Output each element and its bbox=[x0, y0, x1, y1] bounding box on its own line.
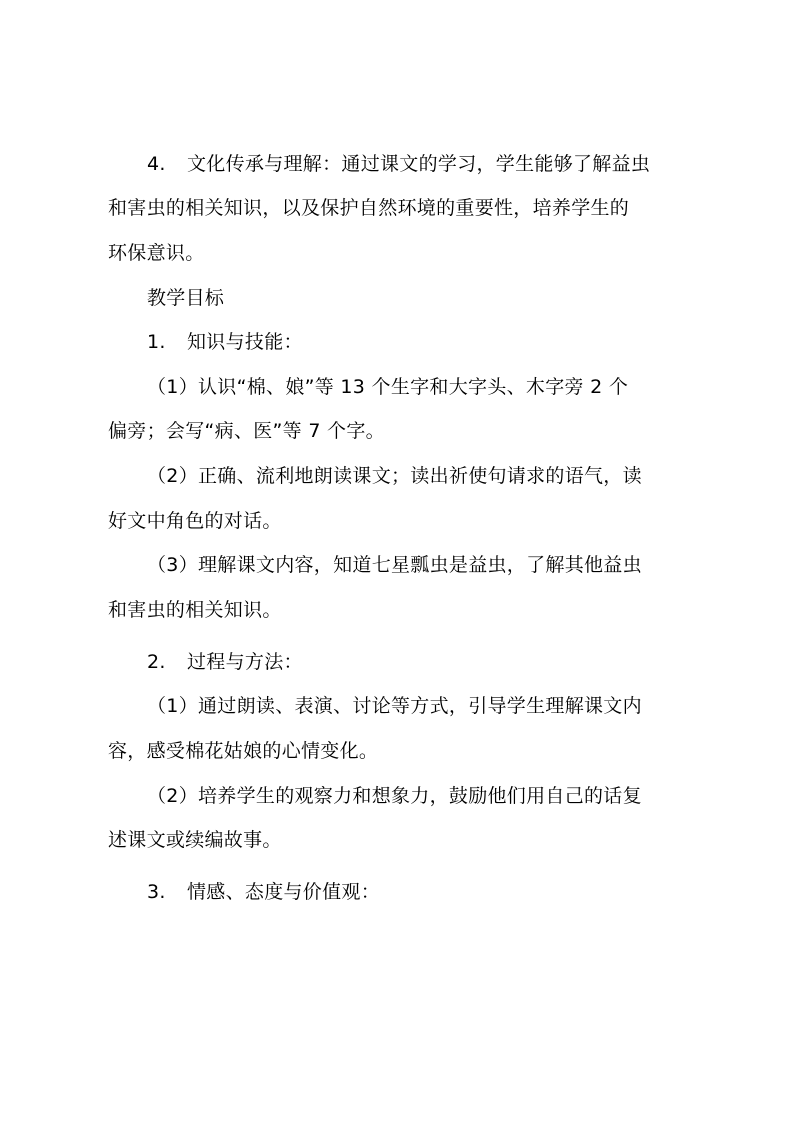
line-text: 好文中角色的对话。 bbox=[108, 510, 282, 532]
list-number: 2. bbox=[147, 651, 166, 673]
sub-item-line bbox=[147, 694, 642, 718]
line-text: 容，感受棉花姑娘的心情变化。 bbox=[108, 740, 379, 762]
line-text: 知识与技能： bbox=[187, 331, 303, 353]
paragraph-line bbox=[108, 196, 629, 220]
line-text: 和害虫的相关知识。 bbox=[108, 599, 282, 621]
line-text: 文化传承与理解：通过课文的学习，学生能够了解益虫 bbox=[187, 153, 651, 175]
heading-text: 教学目标 bbox=[147, 287, 225, 309]
section-heading bbox=[147, 286, 224, 310]
line-text: 情感、态度与价值观： bbox=[187, 881, 381, 903]
list-item-2 bbox=[147, 650, 303, 674]
line-text: （3）理解课文内容，知道七星瓢虫是益虫，了解其他益虫 bbox=[147, 554, 642, 576]
list-number: 4. bbox=[147, 153, 166, 175]
paragraph-line bbox=[108, 598, 282, 622]
sub-item-line bbox=[147, 553, 642, 577]
list-item-3 bbox=[147, 880, 380, 904]
sub-item-line bbox=[147, 375, 628, 399]
sub-item-line bbox=[147, 464, 642, 488]
list-number: 1. bbox=[147, 331, 166, 353]
line-text: （1）通过朗读、表演、讨论等方式，引导学生理解课文内 bbox=[147, 695, 642, 717]
line-text: 述课文或续编故事。 bbox=[108, 829, 282, 851]
list-item-1 bbox=[147, 330, 303, 354]
paragraph-line bbox=[108, 739, 378, 763]
paragraph-line bbox=[108, 828, 282, 852]
list-item-4-line-1 bbox=[147, 152, 650, 176]
line-text: （2）正确、流利地朗读课文；读出祈使句请求的语气，读 bbox=[147, 465, 642, 487]
line-text: 环保意识。 bbox=[108, 242, 205, 264]
paragraph-line bbox=[108, 509, 282, 533]
line-text: （2）培养学生的观察力和想象力，鼓励他们用自己的话复 bbox=[147, 785, 642, 807]
sub-item-line bbox=[147, 784, 642, 808]
line-text: 偏旁；会写“病、医”等 7 个字。 bbox=[108, 420, 385, 442]
paragraph-line bbox=[108, 241, 205, 265]
line-text: 和害虫的相关知识，以及保护自然环境的重要性，培养学生的 bbox=[108, 197, 630, 219]
line-text: （1）认识“棉、娘”等 13 个生字和大字头、木字旁 2 个 bbox=[147, 376, 629, 398]
line-text: 过程与方法： bbox=[187, 651, 303, 673]
paragraph-line bbox=[108, 419, 385, 443]
list-number: 3. bbox=[147, 881, 166, 903]
